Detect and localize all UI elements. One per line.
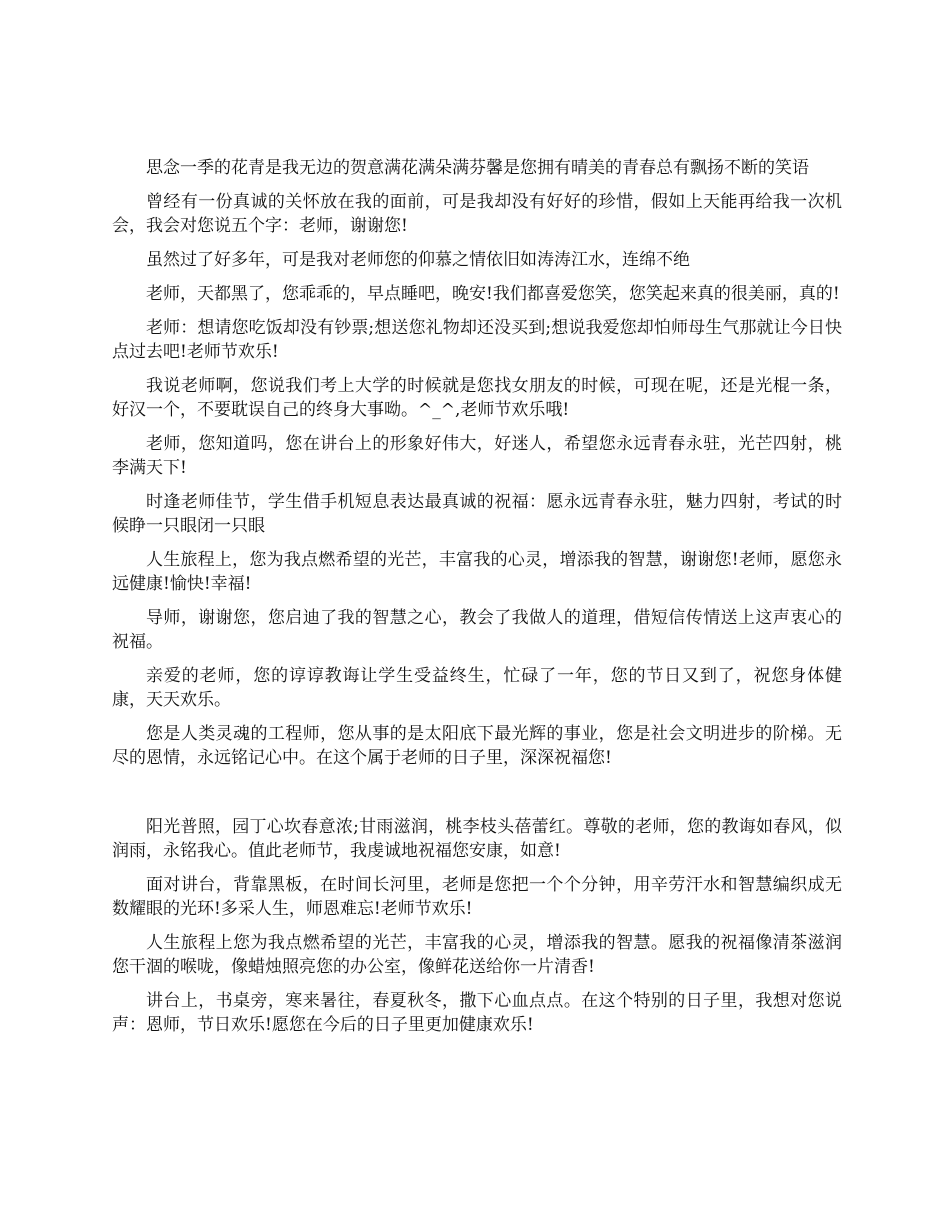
paragraph-8: 时逢老师佳节，学生借手机短息表达最真诚的祝福：愿永远青春永驻，魅力四射，考试的时候睁一只眼闭一只眼 xyxy=(112,492,842,536)
paragraph-6: 我说老师啊，您说我们考上大学的时候就是您找女朋友的时候，可现在呢，还是光棍一条，好汉一个，不要耽误自己的终身大事呦。^_^,老师节欢乐哦! xyxy=(112,376,842,420)
paragraph-11: 亲爱的老师，您的谆谆教诲让学生受益终生，忙碌了一年，您的节日又到了，祝您身体健康，天天欢乐。 xyxy=(112,666,842,710)
paragraph-3: 虽然过了好多年，可是我对老师您的仰慕之情依旧如涛涛江水，连绵不绝 xyxy=(146,250,690,270)
paragraph-16: 讲台上，书桌旁，寒来暑往，春夏秋冬，撒下心血点点。在这个特别的日子里，我想对您说声：恩师，节日欢乐!愿您在今后的日子里更加健康欢乐! xyxy=(112,991,842,1035)
paragraph-4: 老师，天都黑了，您乖乖的，早点睡吧，晚安!我们都喜爱您笑，您笑起来真的很美丽，真的! xyxy=(146,284,840,304)
paragraph-9: 人生旅程上，您为我点燃希望的光芒，丰富我的心灵，增添我的智慧，谢谢您!老师，愿您永远健康!愉快!幸福! xyxy=(112,550,842,594)
document-body xyxy=(112,156,842,1037)
paragraph-2: 曾经有一份真诚的关怀放在我的面前，可是我却没有好好的珍惜，假如上天能再给我一次机会，我会对您说五个字：老师，谢谢您! xyxy=(112,192,842,236)
paragraph-12: 您是人类灵魂的工程师，您从事的是太阳底下最光辉的事业，您是社会文明进步的阶梯。无尽的恩情，永远铭记心中。在这个属于老师的日子里，深深祝福您! xyxy=(112,724,842,768)
paragraph-5: 老师：想请您吃饭却没有钞票;想送您礼物却还没买到;想说我爱您却怕师母生气那就让今日快点过去吧!老师节欢乐! xyxy=(112,318,842,362)
paragraph-1: 思念一季的花青是我无边的贺意满花满朵满芬馨是您拥有晴美的青春总有飘扬不断的笑语 xyxy=(146,158,809,178)
paragraph-14: 面对讲台，背靠黑板，在时间长河里，老师是您把一个个分钟，用辛劳汗水和智慧编织成无数耀眼的光环!多采人生，师恩难忘!老师节欢乐! xyxy=(112,875,842,919)
paragraph-13: 阳光普照，园丁心坎春意浓;甘雨滋润，桃李枝头蓓蕾红。尊敬的老师，您的教诲如春风，似润雨，永铭我心。值此老师节，我虔诚地祝福您安康，如意! xyxy=(112,817,842,861)
paragraph-10: 导师，谢谢您，您启迪了我的智慧之心，教会了我做人的道理，借短信传情送上这声衷心的祝福。 xyxy=(112,608,842,652)
paragraph-15: 人生旅程上您为我点燃希望的光芒，丰富我的心灵，增添我的智慧。愿我的祝福像清茶滋润您干涸的喉咙，像蜡烛照亮您的办公室，像鲜花送给你一片清香! xyxy=(112,933,842,977)
paragraph-7: 老师，您知道吗，您在讲台上的形象好伟大，好迷人，希望您永远青春永驻，光芒四射，桃李满天下! xyxy=(112,434,842,478)
